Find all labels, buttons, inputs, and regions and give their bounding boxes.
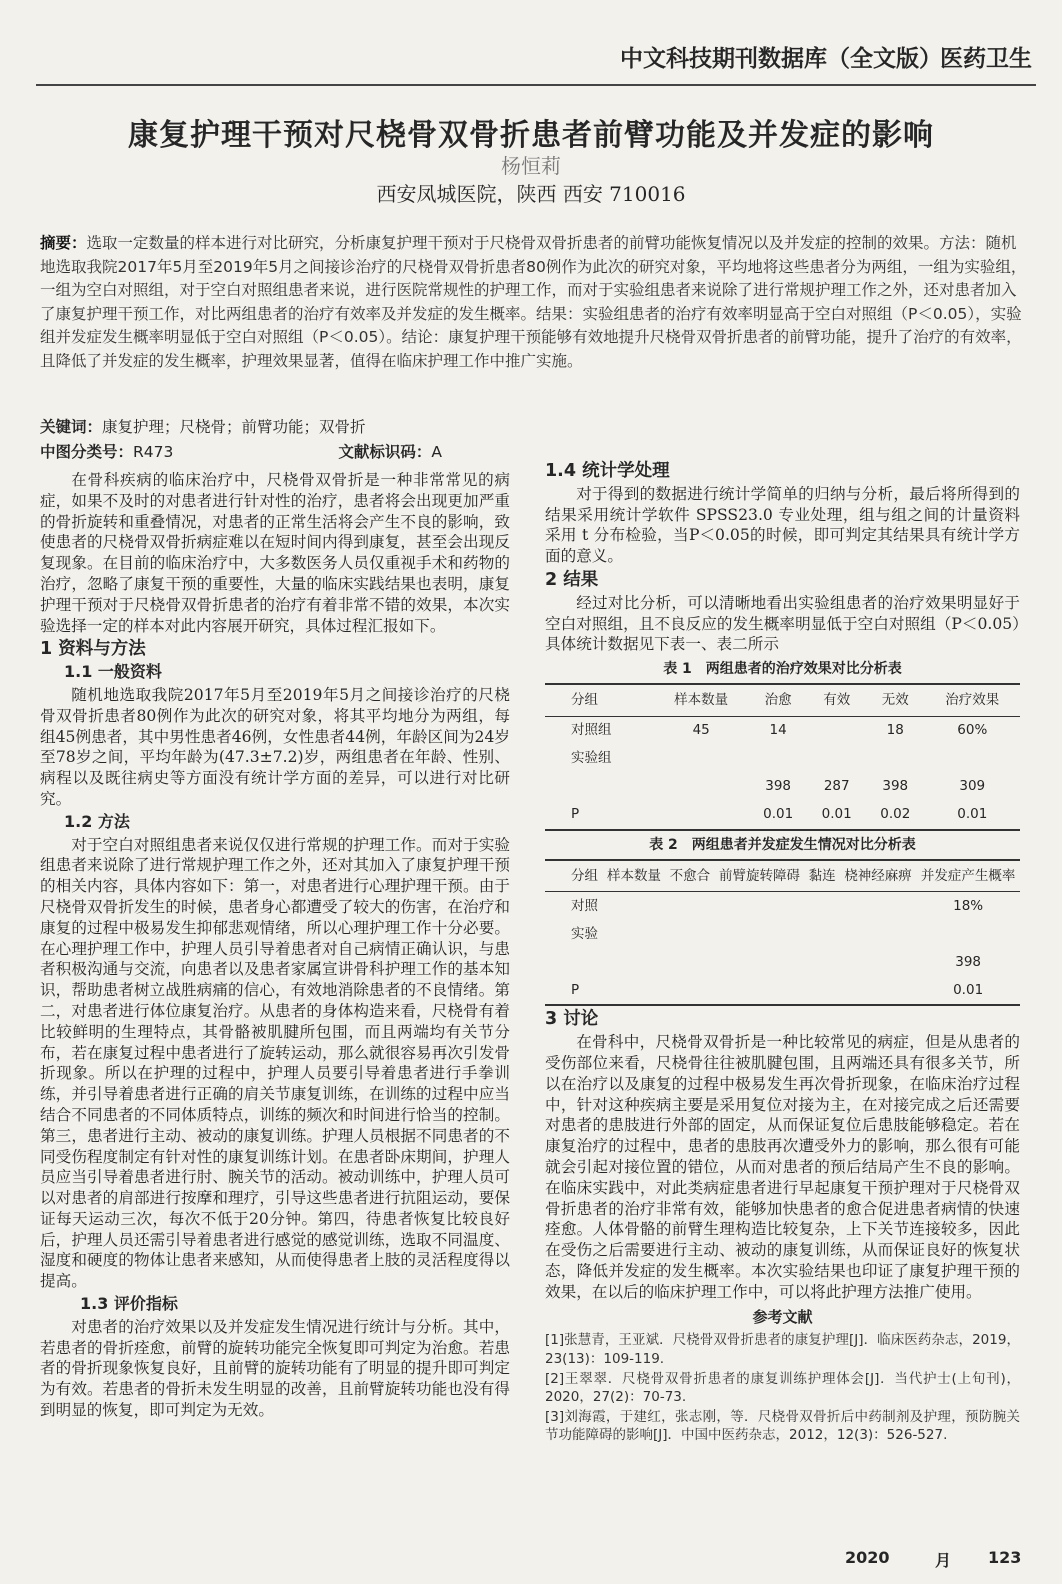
table-cell: 18% — [953, 897, 984, 914]
doc-code-value: A — [431, 443, 442, 461]
clc-label: 中图分类号： — [40, 443, 134, 461]
intro-paragraph: 在骨科疾病的临床治疗中，尺桡骨双骨折是一种非常常见的病症，如果不及时的对患者进行针对性的治疗，患者将会出现更加严重的骨折旋转和重叠情况，对患者的正常生活将会产生不良的影响，致使患者的尺桡骨双骨折病症难以在短时间内得到康复，甚至会出现反复现象。在目前的临床治疗中，大多数医务人员仅重视手术和药物的治疗，忽略了康复干预的重要性，大量的临床实践结果也表明，康复护理干预对于尺桡骨双骨折患者的治疗有着非常不错的效果，本次实验选择一定的样本对此内容展开研究，具体过程汇报如下。 — [40, 471, 510, 635]
table2-caption: 表 2 两组患者并发症发生情况对比分析表 — [649, 836, 916, 853]
table-cell — [714, 892, 804, 921]
table1-caption: 表 1 两组患者的治疗效果对比分析表 — [663, 661, 902, 678]
table-cell — [916, 920, 1020, 948]
table2-header: 不愈合 — [665, 860, 714, 892]
keywords-value: 康复护理；尺桡骨；前臂功能；双骨折 — [102, 418, 366, 436]
right-column — [545, 458, 1020, 1446]
table-cell — [603, 976, 666, 1005]
table-cell: 对照组 — [571, 722, 612, 739]
table-cell: P — [545, 976, 603, 1005]
table-row — [545, 773, 1020, 801]
table-row — [545, 948, 1020, 976]
section-heading-3: 3 讨论 — [545, 1009, 599, 1030]
left-column — [40, 470, 510, 1421]
table2-header: 黏连 — [804, 860, 839, 892]
table-cell: 398 — [882, 778, 909, 795]
doc-code-label: 文献标识码： — [338, 443, 432, 461]
table-cell — [840, 892, 916, 921]
paragraph-1-4: 对于得到的数据进行统计学简单的归纳与分析，最后将所得到的结果采用统计学软件 SPSS23.0 专业处理，组与组之间的计量资料采用 t 分布检验，当P＜0.05的时候，即可判定其结果具有统计学方面的意义。 — [545, 484, 1020, 566]
references-list — [545, 1331, 1020, 1445]
table-cell: 实验组 — [571, 750, 612, 767]
table1-header: 治愈 — [749, 684, 808, 716]
table-cell — [653, 773, 748, 801]
table1-header: 治疗效果 — [925, 684, 1020, 716]
table-cell — [804, 976, 839, 1005]
table-row — [545, 745, 1020, 773]
table-cell: 398 — [955, 953, 982, 970]
table-cell — [665, 976, 714, 1005]
article-affiliation: 西安凤城医院，陕西 西安 710016 — [376, 182, 686, 206]
section-heading-1-4: 1.4 统计学处理 — [545, 461, 670, 481]
table-cell: 0.01 — [916, 976, 1020, 1005]
table-cell — [714, 948, 804, 976]
table2-header: 并发症产生概率 — [916, 860, 1020, 892]
section-heading-1-3: 1.3 评价指标 — [80, 1294, 178, 1314]
abstract-body: 选取一定数量的样本进行对比研究，分析康复护理干预对于尺桡骨双骨折患者的前臂功能恢复情况以及并发症的控制的效果。方法：随机地选取我院2017年5月至2019年5月之间接诊治疗的尺桡骨双骨折患者80例作为此次的研究对象，平均地将这些患者分为两组，一组为实验组，一组为空白对照组，对于空白对照组患者来说，进行医院常规性的护理工作，而对于实验组患者来说除了进行常规护理工作之外，还对患者加入了康复护理干预工作，对比两组患者的治疗有效率及并发症的发生概率。结果：实验组患者的治疗有效率明显高于空白对照组（P＜0.05），实验组并发症发生概率明显低于空白对照组（P＜0.05）。结论：康复护理干预能够有效地提升尺桡骨双骨折患者的前臂功能，提升了治疗的有效率，且降低了并发症的发生概率，护理效果显著，值得在临床护理工作中推广实施。 — [40, 234, 1027, 370]
table-cell — [749, 745, 808, 773]
table1-header: 样本数量 — [653, 684, 748, 716]
table-cell: 0.01 — [749, 801, 808, 830]
reference-item: [1]张慧青，王亚斌．尺桡骨双骨折患者的康复护理[J]．临床医药杂志，2019，23(13)：109-119. — [545, 1332, 1020, 1367]
table-cell — [840, 948, 916, 976]
table-cell — [653, 801, 748, 830]
table-row — [545, 920, 1020, 948]
table-cell: 45 — [692, 722, 710, 739]
table1-header: 有效 — [807, 684, 866, 716]
keywords-label: 关键词： — [40, 418, 103, 436]
references-title: 参考文献 — [752, 1307, 813, 1326]
table-cell — [804, 948, 839, 976]
table-cell — [714, 976, 804, 1005]
table2-header: 样本数量 — [603, 860, 666, 892]
table-cell: 14 — [769, 722, 787, 739]
page-number: 123 — [988, 1548, 1022, 1567]
table-cell — [603, 948, 666, 976]
clc-value: R473 — [133, 443, 174, 461]
table-cell — [714, 920, 804, 948]
table1-header: 分组 — [545, 684, 653, 716]
article-title: 康复护理干预对尺桡骨双骨折患者前臂功能及并发症的影响 — [128, 118, 934, 153]
paragraph-1-3: 对患者的治疗效果以及并发症发生情况进行统计与分析。其中，若患者的骨折痊愈，前臂的旋转功能完全恢复即可判定为治愈。若患者的骨折现象恢复良好，且前臂的旋转功能有了明显的提升即可判定为有效。若患者的骨折未发生明显的改善，且前臂旋转功能也没有得到明显的恢复，即可判定为无效。 — [40, 1317, 510, 1420]
table-cell: 309 — [959, 778, 986, 795]
article-authors: 杨恒莉 — [501, 154, 561, 178]
table2-header: 分组 — [545, 860, 603, 892]
header-rule — [36, 84, 1036, 86]
section-name: 医药卫生 — [940, 46, 1032, 72]
table-cell: 287 — [823, 778, 850, 795]
table-cell — [603, 920, 666, 948]
table-cell: 18 — [886, 722, 904, 739]
table-cell — [866, 745, 925, 773]
paragraph-1-1: 随机地选取我院2017年5月至2019年5月之间接诊治疗的尺桡骨双骨折患者80例作为此次的研究对象，将其平均地分为两组，每组45例患者，其中男性患者46例，女性患者44例，年龄区间为24岁至78岁之间，平均年龄为(47.3±7.2)岁，两组患者在年龄、性别、病程以及既往病史等方面没有统计学方面的差异，可以进行对比研究。 — [40, 685, 510, 808]
section-heading-1: 1 资料与方法 — [40, 639, 146, 660]
table-cell — [545, 948, 603, 976]
reference-item: [2]王翠翠．尺桡骨双骨折患者的康复训练护理体会[J]．当代护士(上旬刊)，2020，27(2)：70-73. — [545, 1370, 1020, 1406]
table-cell: 398 — [765, 778, 792, 795]
reference-item: [3]刘海霞，于建红，张志刚，等．尺桡骨双骨折后中药制剂及护理，预防腕关节功能障碍的影响[J]．中国中医药杂志，2012，12(3)：526-527. — [545, 1408, 1020, 1444]
table2-header: 桡神经麻痹 — [840, 860, 916, 892]
section-heading-2: 2 结果 — [545, 569, 599, 590]
paragraph-3: 在骨科中，尺桡骨双骨折是一种比较常见的病症，但是从患者的受伤部位来看，尺桡骨往往被肌腱包围，且两端还具有很多关节，所以在治疗以及康复的过程中极易发生再次骨折现象，在临床治疗过程中，针对这种疾病主要是采用复位对接为主，在对接完成之后还需要对患者的患肢进行外部的固定，从而保证复位后患肢能够稳定。若在康复治疗的过程中，患者的患肢再次遭受外力的影响，那么很有可能就会引起对接位置的错位，从而对患者的预后结局产生不良的影响。在临床实践中，对此类病症患者进行早起康复干预护理对于尺桡骨双骨折患者的治疗非常有效，能够加快患者的愈合促进患者病情的快速痊愈。人体骨骼的前臂生理构造比较复杂，上下关节连接较多，因此在受伤之后需要进行主动、被动的康复训练，从而保证良好的恢复状态，降低并发症的发生概率。本次实验结果也印证了康复护理干预的效果，在以后的临床护理工作中，可以将此护理方法推广使用。 — [545, 1033, 1020, 1301]
table-cell — [545, 773, 653, 801]
table-row — [545, 801, 1020, 830]
table-cell — [804, 892, 839, 921]
table-cell — [665, 920, 714, 948]
table-cell — [804, 920, 839, 948]
table-cell: 60% — [957, 722, 988, 739]
database-name: 中文科技期刊数据库（全文版） — [620, 46, 942, 72]
table-row — [545, 716, 1020, 745]
table-cell: 对照 — [571, 897, 598, 914]
table-cell: P — [545, 801, 653, 830]
section-heading-1-2: 1.2 方法 — [64, 811, 130, 831]
table2-header: 前臂旋转障碍 — [714, 860, 804, 892]
footer-month: 月 — [935, 1551, 952, 1570]
table-cell — [925, 745, 1020, 773]
table-cell: 实验 — [571, 925, 598, 942]
table1 — [545, 683, 1020, 831]
table1-header: 无效 — [866, 684, 925, 716]
table-cell — [807, 716, 866, 745]
table-cell: 0.01 — [807, 801, 866, 830]
paragraph-2: 经过对比分析，可以清晰地看出实验组患者的治疗效果明显好于空白对照组，且不良反应的发生概率明显低于空白对照组（P＜0.05）具体统计数据见下表一、表二所示 — [545, 593, 1020, 654]
table-row — [545, 976, 1020, 1005]
abstract-label: 摘要： — [40, 234, 87, 252]
table-cell — [840, 920, 916, 948]
table-cell — [807, 745, 866, 773]
table-cell — [665, 948, 714, 976]
footer-year: 2020 — [845, 1548, 890, 1567]
table-cell: 0.01 — [925, 801, 1020, 830]
table-cell — [665, 892, 714, 921]
table2 — [545, 859, 1020, 1007]
keywords — [40, 415, 1030, 437]
table-cell — [840, 976, 916, 1005]
paragraph-1-2: 对于空白对照组患者来说仅仅进行常规的护理工作。而对于实验组患者来说除了进行常规护理工作之外，还对其加入了康复护理干预的相关内容，具体内容如下：第一，对患者进行心理护理干预。由于尺桡骨双骨折发生的时候，患者身心都遭受了较大的伤害，在治疗和康复的过程中极易发生抑郁悲观情绪，所以心理护理工作十分必要。在心理护理工作中，护理人员引导着患者对自己病情正确认识，与患者积极沟通与交流，向患者以及患者家属宣讲骨科护理工作的基本知识，帮助患者树立战胜病痛的信心，有效地消除患者的不良情绪。第二，对患者进行体位康复治疗。从患者的身体构造来看，尺桡骨有着比较鲜明的生理特点，其骨骼被肌腱所包围，而且两端均有关节分布，若在康复过程中患者进行了旋转运动，那么就很容易再次引发骨折现象。所以在护理的过程中，护理人员要引导着患者进行手拳训练，并引导着患者进行正确的肩关节康复训练，在训练的过程中应当结合不同患者的不同体质特点，训练的频次和时间进行恰当的控制。第三，患者进行主动、被动的康复训练。护理人员根据不同患者的不同受伤程度制定有针对性的康复训练计划。在患者卧床期间，护理人员应当引导着患者进行肘、腕关节的活动。被动训练中，护理人员可以对患者的肩部进行按摩和理疗，引导这些患者进行抗阻运动，要保证每天运动三次，每次不低于20分钟。第四，待患者恢复比较良好后，护理人员还需引导着患者进行感觉的感觉训练，选取不同温度、湿度和硬度的物体让患者来感知，从而使得患者上肢的灵活程度得以提高。 — [40, 835, 510, 1291]
table-cell: 0.02 — [866, 801, 925, 830]
table-row — [545, 892, 1020, 921]
section-heading-1-1: 1.1 一般资料 — [64, 662, 162, 682]
table-cell — [603, 892, 666, 921]
abstract — [40, 232, 1030, 374]
table-cell — [653, 745, 748, 773]
